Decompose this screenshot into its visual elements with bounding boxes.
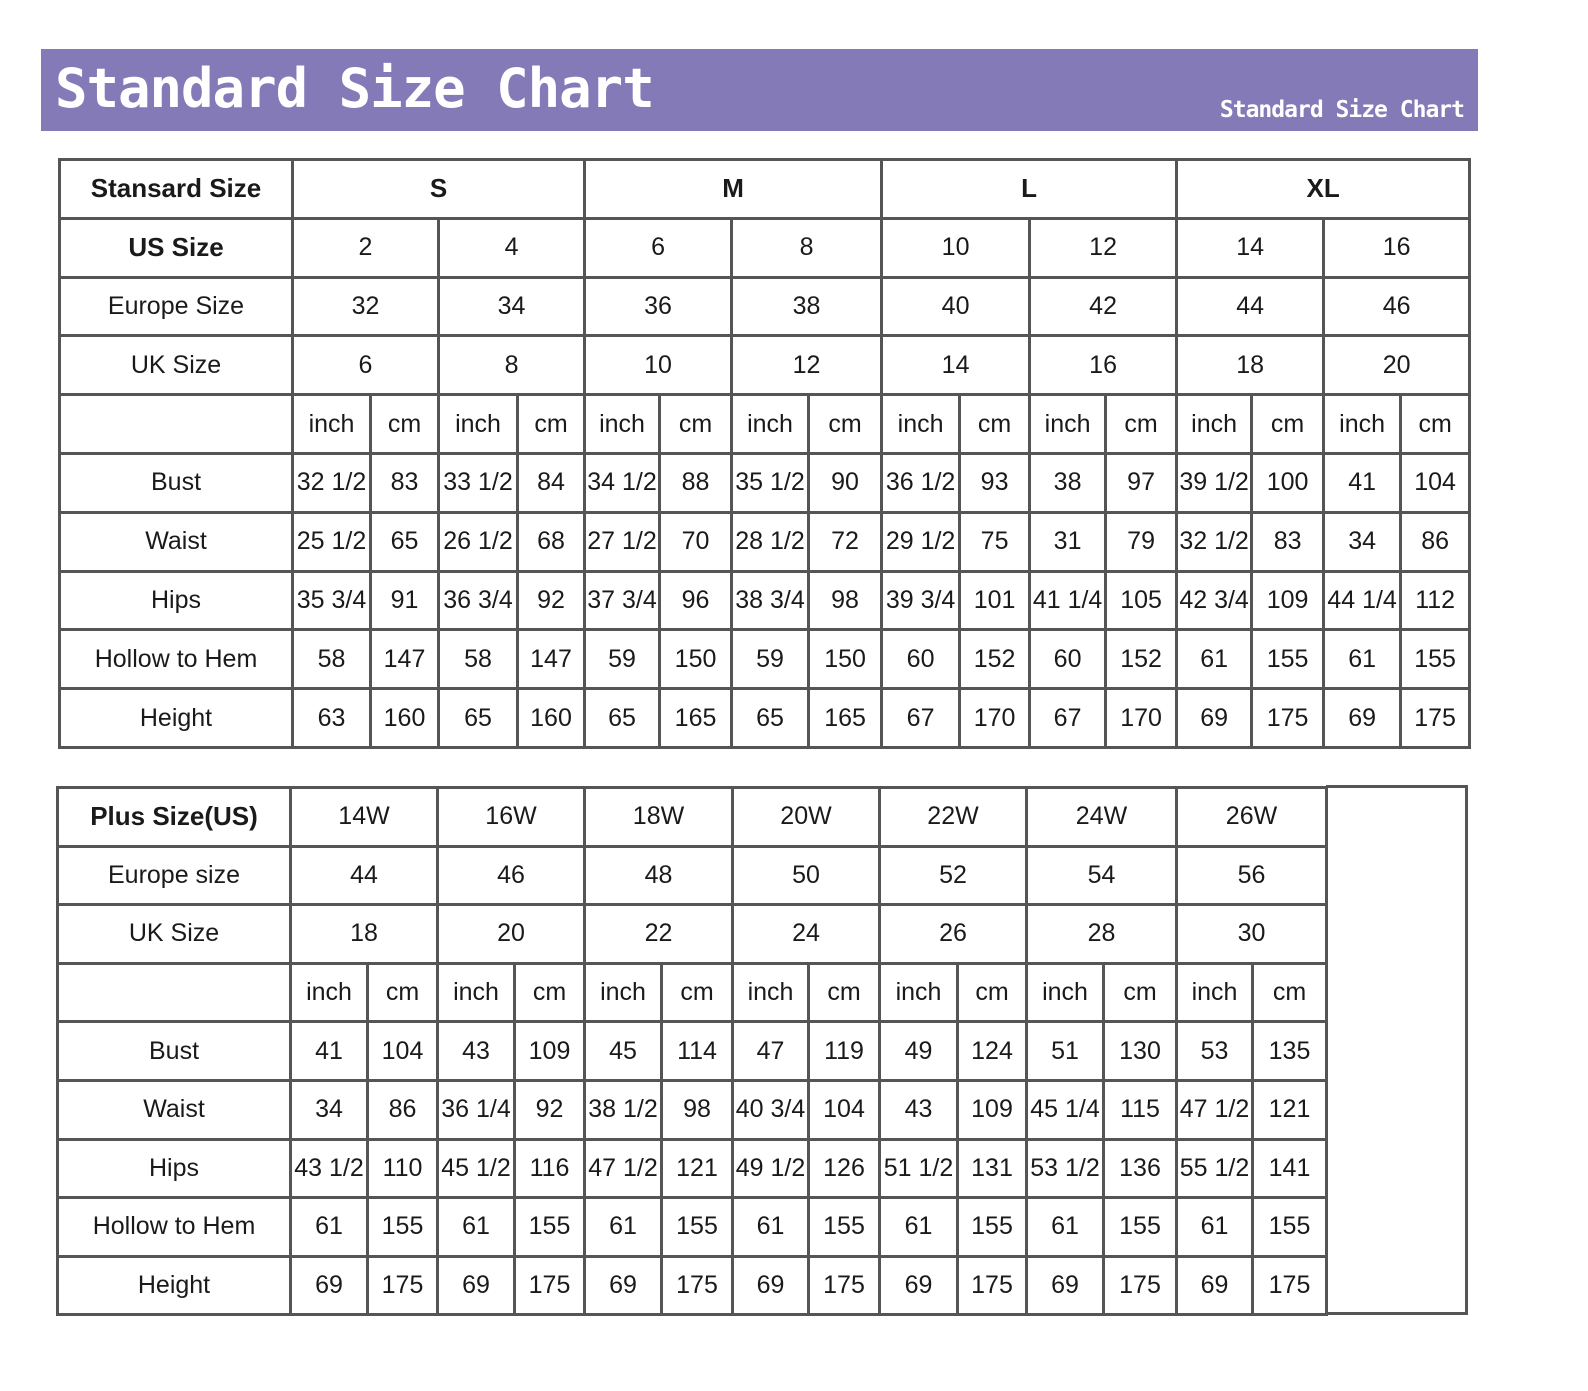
- unit-row: [58, 963, 1470, 1022]
- unit-cell: cm: [518, 395, 585, 454]
- row-label-empty: [60, 395, 293, 454]
- measurement-cell: 155: [1252, 630, 1324, 689]
- measurement-cell: 43: [438, 1022, 515, 1081]
- measurement-row: [60, 630, 1470, 689]
- plus-size-cell: 26W: [1177, 788, 1327, 847]
- measurement-cell: 34: [1324, 512, 1401, 571]
- unit-cell: inch: [732, 395, 809, 454]
- row-label: Hollow to Hem: [60, 630, 293, 689]
- measurement-cell: 126: [809, 1139, 880, 1198]
- measurement-cell: 84: [518, 453, 585, 512]
- measurement-cell: 136: [1104, 1139, 1177, 1198]
- plus-size-table: [56, 786, 1471, 1316]
- measurement-cell: 69: [1027, 1256, 1104, 1315]
- unit-cell: cm: [662, 963, 733, 1022]
- measurement-cell: 170: [960, 689, 1030, 748]
- row-label: Europe Size: [60, 277, 293, 336]
- europe-size-cell: 52: [880, 846, 1027, 905]
- measurement-cell: 155: [368, 1198, 438, 1257]
- measurement-row: [60, 512, 1470, 571]
- measurement-cell: 60: [1030, 630, 1106, 689]
- measurement-cell: 58: [439, 630, 518, 689]
- measurement-cell: 31: [1030, 512, 1106, 571]
- europe-size-cell: 34: [439, 277, 585, 336]
- uk-size-cell: 28: [1027, 905, 1177, 964]
- measurement-cell: 69: [880, 1256, 958, 1315]
- measurement-cell: 41: [1324, 453, 1401, 512]
- measurement-cell: 63: [293, 689, 371, 748]
- europe-size-cell: 50: [733, 846, 880, 905]
- measurement-cell: 69: [1324, 689, 1401, 748]
- unit-cell: inch: [585, 395, 660, 454]
- measurement-cell: 147: [371, 630, 439, 689]
- measurement-cell: 155: [1253, 1198, 1327, 1257]
- measurement-cell: 160: [518, 689, 585, 748]
- measurement-cell: 61: [1177, 1198, 1253, 1257]
- measurement-cell: 121: [662, 1139, 733, 1198]
- plus-size-cell: 22W: [880, 788, 1027, 847]
- standard-size-row: [60, 160, 1470, 219]
- europe-size-row: [60, 277, 1470, 336]
- unit-cell: cm: [1253, 963, 1327, 1022]
- row-label: Hollow to Hem: [58, 1198, 291, 1257]
- measurement-cell: 110: [368, 1139, 438, 1198]
- unit-cell: inch: [585, 963, 662, 1022]
- measurement-cell: 152: [1106, 630, 1177, 689]
- plus-size-cell: 18W: [585, 788, 733, 847]
- measurement-cell: 83: [1252, 512, 1324, 571]
- unit-cell: inch: [291, 963, 368, 1022]
- us-size-cell: 10: [882, 218, 1030, 277]
- measurement-cell: 165: [660, 689, 732, 748]
- row-label-empty: [58, 963, 291, 1022]
- measurement-cell: 165: [809, 689, 882, 748]
- measurement-cell: 39 1/2: [1177, 453, 1252, 512]
- europe-size-cell: 32: [293, 277, 439, 336]
- measurement-cell: 28 1/2: [732, 512, 809, 571]
- measurement-cell: 32 1/2: [293, 453, 371, 512]
- unit-cell: inch: [438, 963, 515, 1022]
- row-label: UK Size: [60, 336, 293, 395]
- measurement-cell: 155: [662, 1198, 733, 1257]
- measurement-cell: 70: [660, 512, 732, 571]
- measurement-cell: 47: [733, 1022, 809, 1081]
- us-size-cell: 2: [293, 218, 439, 277]
- measurement-cell: 92: [515, 1080, 585, 1139]
- unit-cell: cm: [958, 963, 1027, 1022]
- measurement-cell: 36 3/4: [439, 571, 518, 630]
- measurement-cell: 38: [1030, 453, 1106, 512]
- measurement-cell: 38 1/2: [585, 1080, 662, 1139]
- us-size-row: [60, 218, 1470, 277]
- plus-size-cell: 20W: [733, 788, 880, 847]
- measurement-cell: 150: [809, 630, 882, 689]
- measurement-cell: 34 1/2: [585, 453, 660, 512]
- uk-size-cell: 12: [732, 336, 882, 395]
- measurement-cell: 112: [1401, 571, 1470, 630]
- measurement-cell: 175: [368, 1256, 438, 1315]
- measurement-cell: 160: [371, 689, 439, 748]
- measurement-cell: 152: [960, 630, 1030, 689]
- measurement-cell: 124: [958, 1022, 1027, 1081]
- row-label: US Size: [60, 218, 293, 277]
- measurement-cell: 105: [1106, 571, 1177, 630]
- measurement-cell: 92: [518, 571, 585, 630]
- measurement-cell: 116: [515, 1139, 585, 1198]
- measurement-cell: 65: [732, 689, 809, 748]
- unit-cell: cm: [515, 963, 585, 1022]
- plus-size-row: [58, 788, 1470, 847]
- measurement-cell: 61: [1324, 630, 1401, 689]
- unit-cell: cm: [1401, 395, 1470, 454]
- measurement-cell: 175: [1253, 1256, 1327, 1315]
- unit-cell: cm: [1106, 395, 1177, 454]
- unit-cell: inch: [1030, 395, 1106, 454]
- measurement-cell: 47 1/2: [585, 1139, 662, 1198]
- uk-size-cell: 6: [293, 336, 439, 395]
- europe-size-cell: 36: [585, 277, 732, 336]
- uk-size-cell: 20: [438, 905, 585, 964]
- measurement-cell: 83: [371, 453, 439, 512]
- measurement-cell: 175: [809, 1256, 880, 1315]
- measurement-row: [60, 453, 1470, 512]
- measurement-cell: 44 1/4: [1324, 571, 1401, 630]
- measurement-cell: 60: [882, 630, 960, 689]
- measurement-cell: 86: [1401, 512, 1470, 571]
- measurement-cell: 34: [291, 1080, 368, 1139]
- measurement-cell: 49 1/2: [733, 1139, 809, 1198]
- unit-cell: inch: [1177, 395, 1252, 454]
- plus-size-cell: 16W: [438, 788, 585, 847]
- measurement-cell: 175: [515, 1256, 585, 1315]
- unit-cell: cm: [371, 395, 439, 454]
- measurement-cell: 98: [662, 1080, 733, 1139]
- unit-cell: inch: [1177, 963, 1253, 1022]
- measurement-cell: 65: [439, 689, 518, 748]
- measurement-cell: 53 1/2: [1027, 1139, 1104, 1198]
- measurement-cell: 67: [882, 689, 960, 748]
- measurement-cell: 36 1/2: [882, 453, 960, 512]
- uk-size-row: [58, 905, 1470, 964]
- row-label: Waist: [60, 512, 293, 571]
- unit-cell: inch: [1324, 395, 1401, 454]
- measurement-cell: 37 3/4: [585, 571, 660, 630]
- measurement-cell: 104: [809, 1080, 880, 1139]
- measurement-cell: 58: [293, 630, 371, 689]
- europe-size-cell: 54: [1027, 846, 1177, 905]
- measurement-cell: 35 3/4: [293, 571, 371, 630]
- measurement-cell: 43 1/2: [291, 1139, 368, 1198]
- measurement-cell: 59: [732, 630, 809, 689]
- measurement-cell: 115: [1104, 1080, 1177, 1139]
- measurement-cell: 90: [809, 453, 882, 512]
- row-label: Stansard Size: [60, 160, 293, 219]
- measurement-cell: 33 1/2: [439, 453, 518, 512]
- row-label: Hips: [60, 571, 293, 630]
- standard-size-table: [58, 158, 1471, 749]
- uk-size-cell: 20: [1324, 336, 1470, 395]
- measurement-cell: 135: [1253, 1022, 1327, 1081]
- measurement-cell: 45: [585, 1022, 662, 1081]
- measurement-cell: 38 3/4: [732, 571, 809, 630]
- unit-cell: inch: [1027, 963, 1104, 1022]
- measurement-cell: 51 1/2: [880, 1139, 958, 1198]
- measurement-cell: 130: [1104, 1022, 1177, 1081]
- us-size-cell: 8: [732, 218, 882, 277]
- measurement-cell: 26 1/2: [439, 512, 518, 571]
- measurement-cell: 45 1/2: [438, 1139, 515, 1198]
- measurement-cell: 96: [660, 571, 732, 630]
- measurement-cell: 119: [809, 1022, 880, 1081]
- europe-size-row: [58, 846, 1470, 905]
- measurement-cell: 104: [1401, 453, 1470, 512]
- uk-size-cell: 14: [882, 336, 1030, 395]
- unit-cell: cm: [960, 395, 1030, 454]
- size-group-cell: M: [585, 160, 882, 219]
- unit-cell: cm: [1252, 395, 1324, 454]
- measurement-cell: 100: [1252, 453, 1324, 512]
- measurement-cell: 155: [1401, 630, 1470, 689]
- uk-size-cell: 16: [1030, 336, 1177, 395]
- unit-cell: cm: [368, 963, 438, 1022]
- measurement-row: [60, 689, 1470, 748]
- measurement-cell: 91: [371, 571, 439, 630]
- measurement-cell: 114: [662, 1022, 733, 1081]
- measurement-cell: 61: [585, 1198, 662, 1257]
- measurement-cell: 155: [809, 1198, 880, 1257]
- row-label: UK Size: [58, 905, 291, 964]
- measurement-cell: 101: [960, 571, 1030, 630]
- unit-cell: cm: [1104, 963, 1177, 1022]
- row-label: Height: [60, 689, 293, 748]
- measurement-cell: 61: [291, 1198, 368, 1257]
- uk-size-cell: 8: [439, 336, 585, 395]
- measurement-cell: 121: [1253, 1080, 1327, 1139]
- measurement-cell: 55 1/2: [1177, 1139, 1253, 1198]
- measurement-row: [58, 1139, 1470, 1198]
- measurement-cell: 47 1/2: [1177, 1080, 1253, 1139]
- measurement-cell: 49: [880, 1022, 958, 1081]
- measurement-cell: 93: [960, 453, 1030, 512]
- measurement-cell: 109: [958, 1080, 1027, 1139]
- unit-cell: inch: [882, 395, 960, 454]
- us-size-cell: 16: [1324, 218, 1470, 277]
- measurement-cell: 29 1/2: [882, 512, 960, 571]
- us-size-cell: 6: [585, 218, 732, 277]
- measurement-cell: 35 1/2: [732, 453, 809, 512]
- europe-size-cell: 46: [438, 846, 585, 905]
- measurement-cell: 41: [291, 1022, 368, 1081]
- measurement-cell: 67: [1030, 689, 1106, 748]
- measurement-cell: 141: [1253, 1139, 1327, 1198]
- measurement-cell: 61: [880, 1198, 958, 1257]
- unit-cell: inch: [439, 395, 518, 454]
- measurement-cell: 36 1/4: [438, 1080, 515, 1139]
- us-size-cell: 14: [1177, 218, 1324, 277]
- measurement-cell: 61: [733, 1198, 809, 1257]
- measurement-cell: 109: [1252, 571, 1324, 630]
- measurement-cell: 69: [585, 1256, 662, 1315]
- measurement-cell: 155: [1104, 1198, 1177, 1257]
- europe-size-cell: 46: [1324, 277, 1470, 336]
- europe-size-cell: 56: [1177, 846, 1327, 905]
- unit-cell: inch: [293, 395, 371, 454]
- measurement-cell: 59: [585, 630, 660, 689]
- measurement-cell: 97: [1106, 453, 1177, 512]
- uk-size-cell: 30: [1177, 905, 1327, 964]
- plus-size-cell: 24W: [1027, 788, 1177, 847]
- measurement-cell: 65: [371, 512, 439, 571]
- measurement-cell: 69: [1177, 1256, 1253, 1315]
- measurement-row: [58, 1080, 1470, 1139]
- unit-cell: cm: [660, 395, 732, 454]
- europe-size-cell: 48: [585, 846, 733, 905]
- measurement-row: [58, 1198, 1470, 1257]
- measurement-row: [60, 571, 1470, 630]
- size-group-cell: XL: [1177, 160, 1470, 219]
- measurement-cell: 27 1/2: [585, 512, 660, 571]
- measurement-cell: 86: [368, 1080, 438, 1139]
- size-group-cell: S: [293, 160, 585, 219]
- measurement-cell: 155: [515, 1198, 585, 1257]
- unit-cell: inch: [733, 963, 809, 1022]
- measurement-cell: 68: [518, 512, 585, 571]
- measurement-cell: 53: [1177, 1022, 1253, 1081]
- measurement-cell: 175: [662, 1256, 733, 1315]
- measurement-cell: 40 3/4: [733, 1080, 809, 1139]
- measurement-cell: 65: [585, 689, 660, 748]
- uk-size-cell: 22: [585, 905, 733, 964]
- page-subtitle: Standard Size Chart: [1219, 97, 1464, 123]
- europe-size-cell: 42: [1030, 277, 1177, 336]
- measurement-cell: 69: [438, 1256, 515, 1315]
- europe-size-cell: 38: [732, 277, 882, 336]
- measurement-cell: 72: [809, 512, 882, 571]
- measurement-cell: 61: [1177, 630, 1252, 689]
- measurement-cell: 79: [1106, 512, 1177, 571]
- measurement-cell: 88: [660, 453, 732, 512]
- measurement-row: [58, 1256, 1470, 1315]
- row-label: Height: [58, 1256, 291, 1315]
- plus-size-cell: 14W: [291, 788, 438, 847]
- measurement-cell: 45 1/4: [1027, 1080, 1104, 1139]
- row-label: Hips: [58, 1139, 291, 1198]
- uk-size-cell: 18: [1177, 336, 1324, 395]
- unit-row: [60, 395, 1470, 454]
- row-label: Plus Size(US): [58, 788, 291, 847]
- measurement-cell: 150: [660, 630, 732, 689]
- row-label: Bust: [58, 1022, 291, 1081]
- measurement-cell: 175: [1252, 689, 1324, 748]
- europe-size-cell: 44: [291, 846, 438, 905]
- measurement-cell: 25 1/2: [293, 512, 371, 571]
- measurement-cell: 39 3/4: [882, 571, 960, 630]
- measurement-cell: 98: [809, 571, 882, 630]
- plus-table-empty-column: [1326, 785, 1468, 1315]
- measurement-cell: 109: [515, 1022, 585, 1081]
- us-size-cell: 12: [1030, 218, 1177, 277]
- header-banner: [41, 49, 1478, 131]
- uk-size-cell: 24: [733, 905, 880, 964]
- uk-size-row: [60, 336, 1470, 395]
- measurement-cell: 104: [368, 1022, 438, 1081]
- uk-size-cell: 10: [585, 336, 732, 395]
- europe-size-cell: 44: [1177, 277, 1324, 336]
- measurement-cell: 147: [518, 630, 585, 689]
- row-label: Europe size: [58, 846, 291, 905]
- page-title: Standard Size Chart: [55, 57, 654, 120]
- measurement-cell: 61: [438, 1198, 515, 1257]
- measurement-cell: 32 1/2: [1177, 512, 1252, 571]
- us-size-cell: 4: [439, 218, 585, 277]
- uk-size-cell: 26: [880, 905, 1027, 964]
- measurement-cell: 175: [1104, 1256, 1177, 1315]
- europe-size-cell: 40: [882, 277, 1030, 336]
- unit-cell: cm: [809, 963, 880, 1022]
- measurement-cell: 170: [1106, 689, 1177, 748]
- uk-size-cell: 18: [291, 905, 438, 964]
- measurement-cell: 69: [733, 1256, 809, 1315]
- unit-cell: cm: [809, 395, 882, 454]
- measurement-cell: 131: [958, 1139, 1027, 1198]
- measurement-cell: 41 1/4: [1030, 571, 1106, 630]
- size-group-cell: L: [882, 160, 1177, 219]
- measurement-cell: 69: [291, 1256, 368, 1315]
- row-label: Bust: [60, 453, 293, 512]
- measurement-cell: 61: [1027, 1198, 1104, 1257]
- measurement-cell: 155: [958, 1198, 1027, 1257]
- measurement-cell: 51: [1027, 1022, 1104, 1081]
- unit-cell: inch: [880, 963, 958, 1022]
- measurement-cell: 75: [960, 512, 1030, 571]
- row-label: Waist: [58, 1080, 291, 1139]
- measurement-cell: 175: [1401, 689, 1470, 748]
- measurement-cell: 175: [958, 1256, 1027, 1315]
- measurement-cell: 69: [1177, 689, 1252, 748]
- measurement-cell: 43: [880, 1080, 958, 1139]
- measurement-cell: 42 3/4: [1177, 571, 1252, 630]
- measurement-row: [58, 1022, 1470, 1081]
